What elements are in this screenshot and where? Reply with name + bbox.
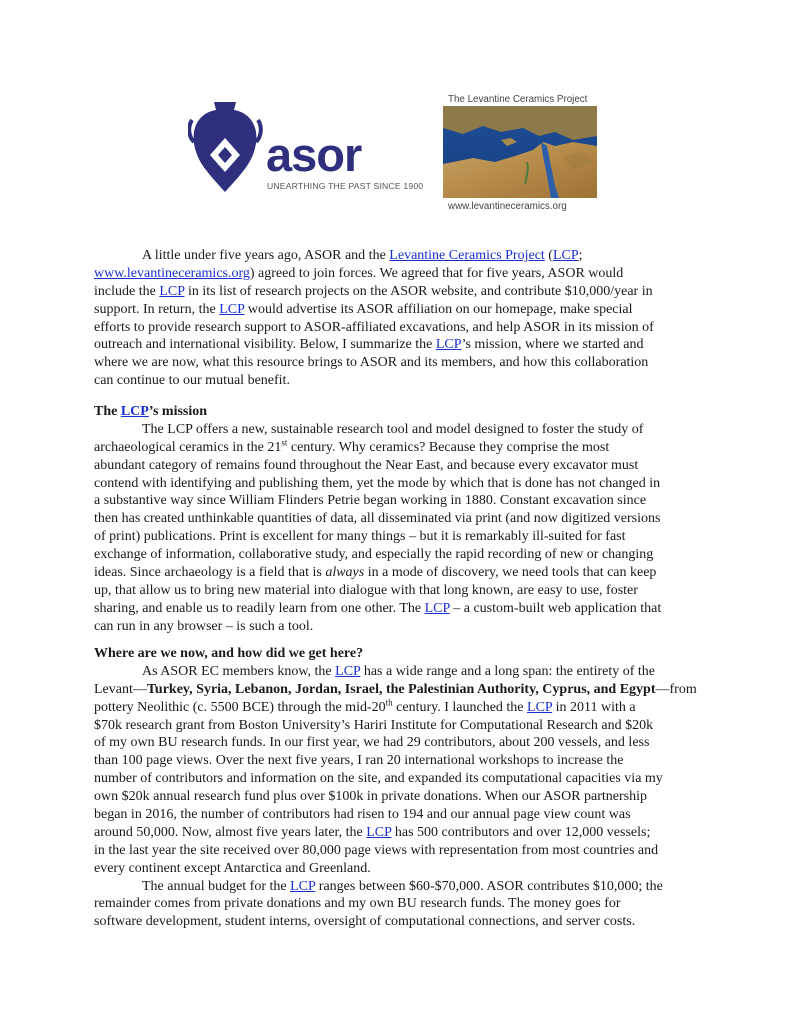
link-lcp[interactable]: LCP bbox=[424, 600, 450, 616]
mission-line-2: archaeological ceramics in the 21st century. Why ceramics? Because they comprise the most bbox=[94, 437, 610, 455]
history-section bbox=[94, 645, 702, 931]
asor-wordmark: asor bbox=[266, 128, 362, 181]
mission-line-8: exchange of information, collaborative study, and especially the rapid recording of new or changing bbox=[94, 547, 654, 563]
history-line-13: The annual budget for the LCP ranges between $60-$70,000. ASOR contributes $10,000; the bbox=[142, 878, 663, 894]
intro-line-2: www.levantineceramics.org) agreed to join forces. We agreed that for five years, ASOR would bbox=[94, 265, 624, 281]
intro-line-5: efforts to provide research support to ASOR-affiliated excavations, and help ASOR in its mission of bbox=[94, 319, 654, 335]
link-levantine-ceramics-project[interactable]: Levantine Ceramics Project bbox=[389, 248, 545, 263]
history-line-11: in the last year the site received over 80,000 page views with representation from most countries and bbox=[94, 842, 659, 858]
link-lcp[interactable]: LCP bbox=[552, 248, 579, 263]
asor-tagline: UNEARTHING THE PAST SINCE 1900 bbox=[267, 181, 424, 191]
link-lcp[interactable]: LCP bbox=[159, 283, 185, 299]
intro-line-4: support. In return, the LCP would advertise its ASOR affiliation on our homepage, make special bbox=[94, 301, 633, 317]
mission-line-10: up, that allow us to bring new material into dialogue with that long known, are easy to use, foster bbox=[94, 582, 638, 598]
link-lcp[interactable]: LCP bbox=[120, 404, 149, 419]
mission-line-7: of print) publications. Print is excellent for many things – but it is remarkably ill-suited for fast bbox=[94, 529, 626, 545]
history-line-10: around 50,000. Now, almost five years later, the LCP has 500 contributors and over 12,000 vessels; bbox=[94, 824, 651, 840]
history-line-9: began in 2016, the number of contributors had risen to 194 and our annual page view count was bbox=[94, 807, 631, 823]
lcp-logo-title: The Levantine Ceramics Project bbox=[448, 94, 588, 105]
link-lcp[interactable]: LCP bbox=[366, 824, 392, 840]
history-line-5: of my own BU research funds. In our first year, we had 29 contributors, about 200 vessels, and less bbox=[94, 735, 650, 751]
intro-line-8: can continue to our mutual benefit. bbox=[94, 373, 290, 389]
history-line-8: own $20k annual research fund plus over $100k in private donations. When our ASOR partnership bbox=[94, 789, 648, 805]
mission-line-12: can run in any browser – is such a tool. bbox=[94, 618, 314, 634]
mission-section bbox=[94, 403, 702, 636]
mission-line-6: then has created unthinkable quantities of data, all disseminated via print (and now digitized versions bbox=[94, 511, 661, 527]
link-lcp[interactable]: LCP bbox=[527, 699, 553, 715]
mission-line-5: a substantive way since William Flinders Petrie began working in 1880. Constant excavation since bbox=[94, 493, 647, 509]
history-line-14: remainder comes from private donations and my own BU research funds. The money goes for bbox=[94, 896, 621, 912]
history-line-1: As ASOR EC members know, the LCP has a wide range and a long span: the entirety of the bbox=[142, 663, 655, 679]
link-lcp[interactable]: LCP bbox=[290, 878, 316, 894]
link-lcp[interactable]: LCP bbox=[435, 337, 462, 353]
link-website-url[interactable]: www.levantineceramics.org bbox=[94, 265, 250, 281]
history-line-7: number of contributors and information on the site, and expanded its computational capacities via my bbox=[94, 771, 663, 787]
levant-satellite-map-image bbox=[443, 106, 597, 198]
mission-line-9: ideas. Since archaeology is a field that is always in a mode of discovery, we need tools that can keep bbox=[94, 565, 657, 581]
mission-line-11: sharing, and enable us to readily learn from one other. The LCP – a custom-built web application that bbox=[94, 600, 662, 616]
history-heading: Where are we now, and how did we get here? bbox=[94, 646, 364, 661]
intro-line-7: where we are now, what this resource brings to ASOR and its members, and how this collaboration bbox=[94, 355, 649, 371]
intro-line-3: include the LCP in its list of research projects on the ASOR website, and contribute $10,000/year in bbox=[94, 283, 653, 299]
intro-paragraph bbox=[94, 247, 702, 390]
link-lcp[interactable]: LCP bbox=[219, 301, 245, 317]
lcp-logo-url: www.levantineceramics.org bbox=[448, 201, 567, 212]
mission-line-1: The LCP offers a new, sustainable research tool and model designed to foster the study of bbox=[142, 421, 644, 437]
history-line-15: software development, student interns, oversight of computational connections, and server costs. bbox=[94, 914, 636, 930]
mission-heading: The LCP’s mission bbox=[94, 404, 208, 419]
link-lcp[interactable]: LCP bbox=[335, 663, 361, 679]
history-line-12: every continent except Antarctica and Greenland. bbox=[94, 860, 371, 876]
history-line-2: Levant—Turkey, Syria, Lebanon, Jordan, Israel, the Palestinian Authority, Cyprus, and Egypt—from bbox=[94, 681, 697, 697]
intro-line-1: A little under five years ago, ASOR and the Levantine Ceramics Project (LCP; bbox=[142, 248, 583, 263]
history-line-3: pottery Neolithic (c. 5500 BCE) through the mid-20th century. I launched the LCP in 2011 with a bbox=[94, 697, 636, 715]
mission-line-4: contend with identifying and publishing them, yet the mode by which that is done has not changed in bbox=[94, 475, 661, 491]
history-line-4: $70k research grant from Boston University’s Hariri Institute for Computational Research and $20k bbox=[94, 717, 654, 733]
mission-line-3: abundant category of remains found throughout the Near East, and because every excavator must bbox=[94, 457, 639, 473]
intro-line-6: outreach and international visibility. Below, I summarize the LCP’s mission, where we started and bbox=[94, 337, 644, 353]
asor-amphora-icon bbox=[188, 100, 268, 195]
history-line-6: than 100 page views. Over the next five years, I ran 20 international workshops to increase the bbox=[94, 753, 624, 769]
